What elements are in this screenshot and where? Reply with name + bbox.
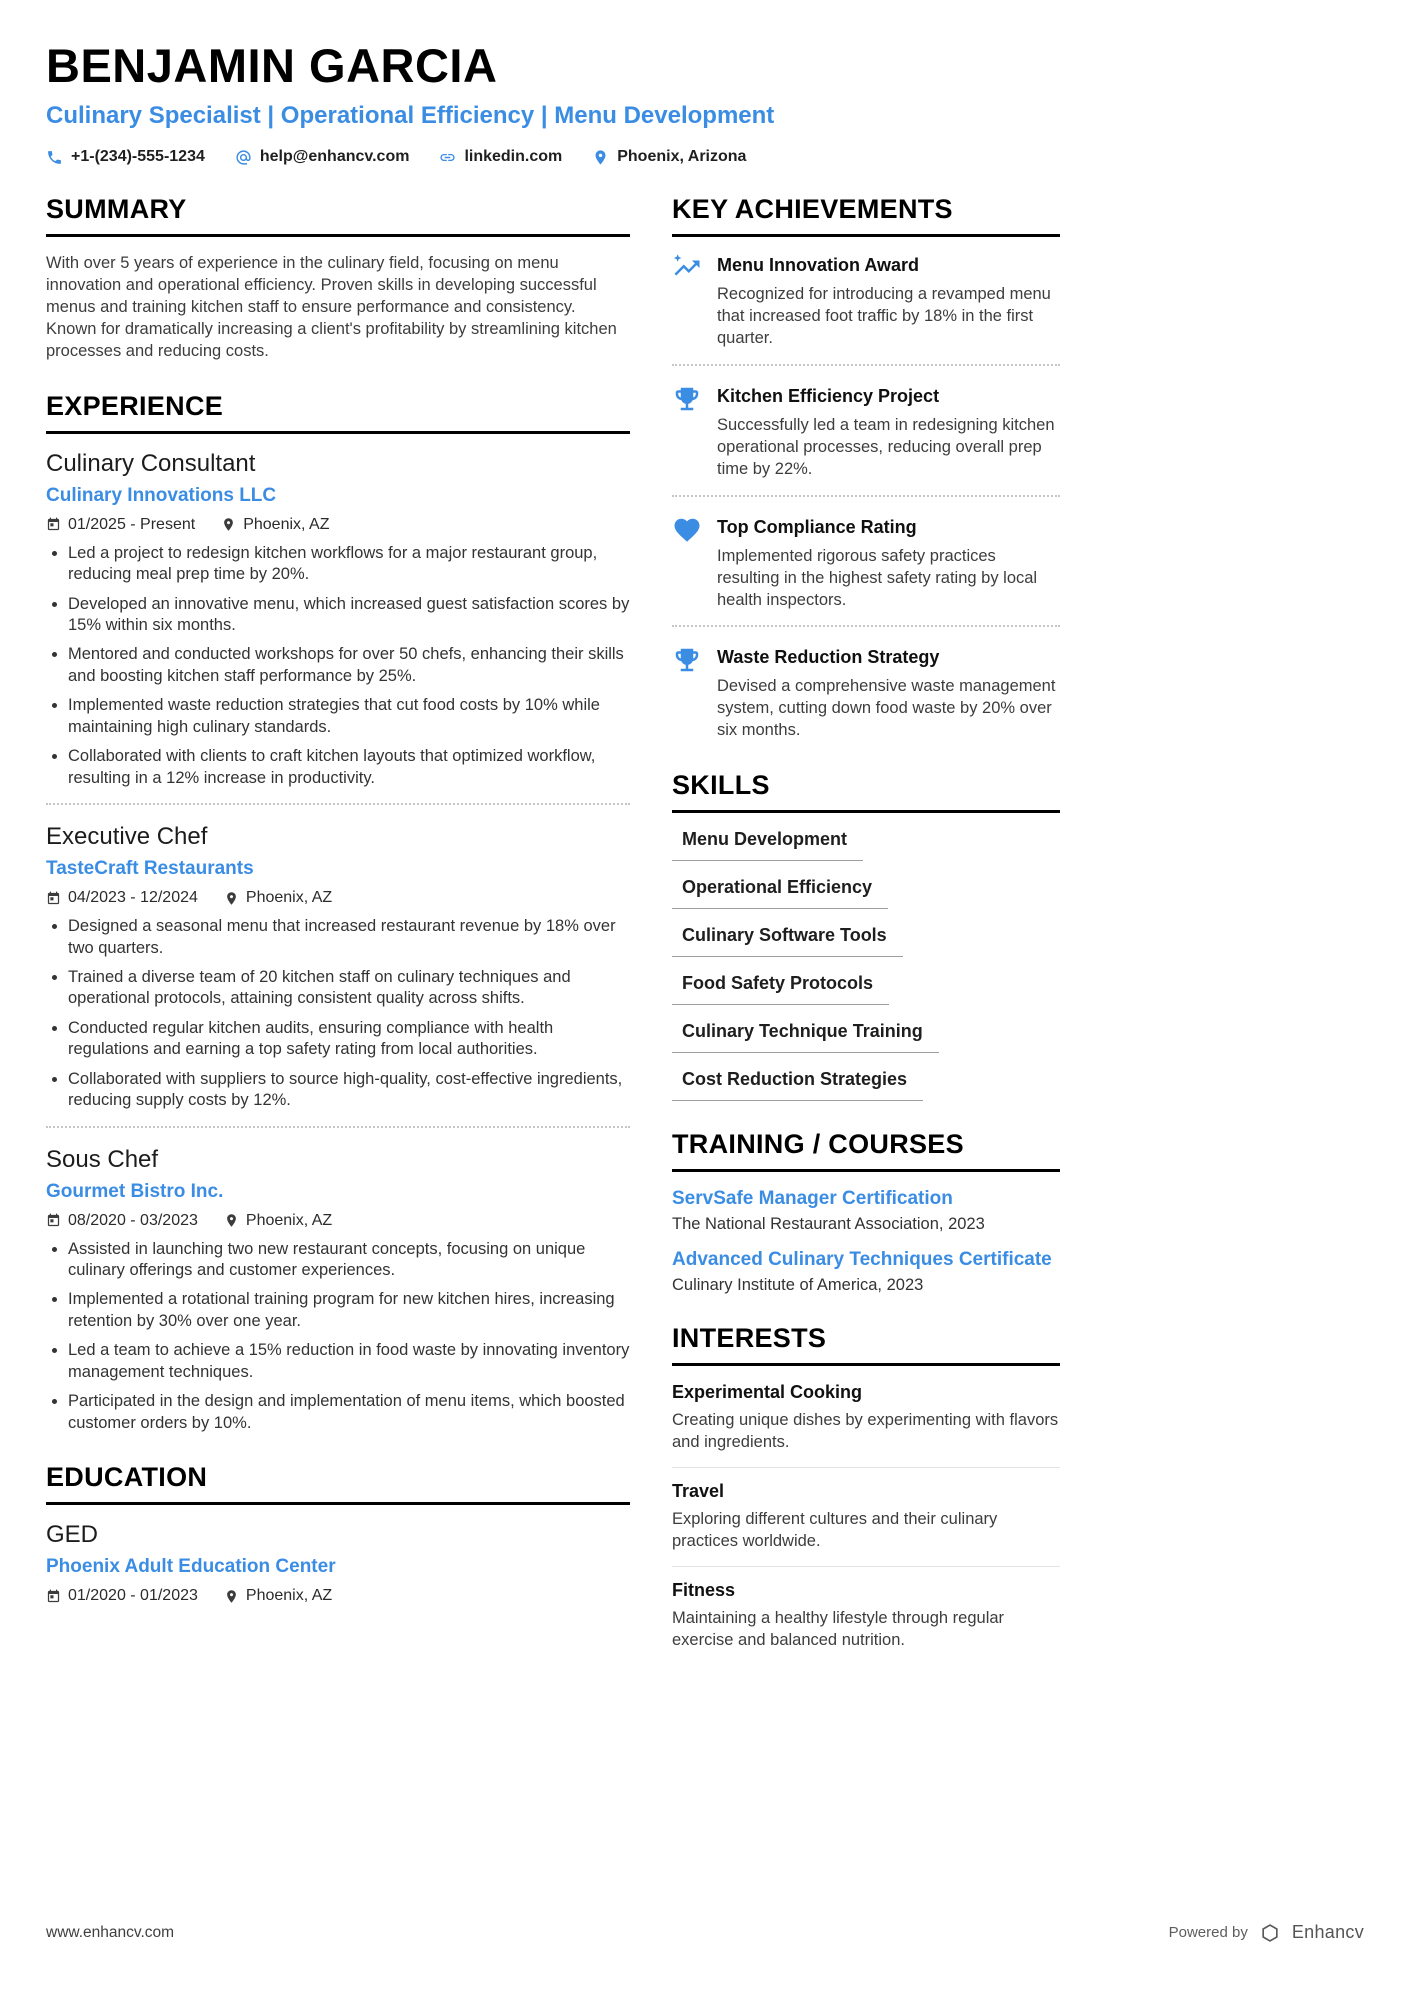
dotted-divider [46,803,630,805]
calendar-icon [46,517,61,532]
trophy-icon [672,645,704,742]
job-dates-text: 04/2023 - 12/2024 [68,889,198,907]
trophy-icon [672,384,704,481]
job-entry [46,450,630,789]
contact-row [46,148,1364,166]
achievement-item [672,515,1060,612]
achievement-title: Top Compliance Rating [717,516,917,537]
course-item [672,1249,1060,1295]
achievements-heading: KEY ACHIEVEMENTS [672,194,1060,237]
location-icon [592,149,609,166]
location-text: Phoenix, Arizona [617,148,747,165]
experience-heading: EXPERIENCE [46,391,630,434]
achievement-text: Recognized for introducing a revamped menu that increased foot traffic by 18% in the first quarter. [717,285,1051,347]
achievement-title: Waste Reduction Strategy [717,647,940,668]
achievement-text: Successfully led a team in redesigning kitchen operational processes, reducing overall prep time by 22%. [717,415,1055,478]
job-bullets [46,543,630,789]
experience-section [46,391,630,1434]
job-location [221,516,329,534]
job-location [224,1212,332,1230]
left-column [46,194,630,1693]
phone-number: +1-(234)-555-1234 [71,148,205,165]
summary-heading: SUMMARY [46,194,630,237]
interest-item [672,1580,1060,1665]
calendar-icon [46,1213,61,1228]
interest-text: Creating unique dishes by experimenting with flavors and ingredients. [672,1411,1059,1452]
achievement-item [672,253,1060,350]
course-org: Culinary Institute of America, 2023 [672,1276,924,1295]
link-icon [439,149,456,166]
education-location [224,1587,332,1605]
footer-website-link[interactable]: www.enhancv.com [46,1923,175,1941]
education-dates-text: 01/2020 - 01/2023 [68,1587,198,1605]
summary-section [46,194,630,363]
skill-item: Culinary Software Tools [672,925,903,957]
job-meta-row [46,516,630,534]
location-icon [224,1213,239,1228]
dotted-divider [672,364,1060,366]
job-meta-row [46,889,630,907]
bullet-item: Assisted in launching two new restaurant concepts, focusing on unique culinary offerings and customer experiences. [46,1239,630,1282]
company-link[interactable]: TasteCraft Restaurants [46,858,254,880]
education-meta-row [46,1587,630,1605]
achievement-title: Menu Innovation Award [717,255,920,275]
job-title: Executive Chef [46,823,208,851]
skill-item: Cost Reduction Strategies [672,1069,923,1101]
enhancv-logo-icon [1257,1923,1283,1943]
company-link[interactable]: Culinary Innovations LLC [46,484,277,506]
contact-item-email[interactable] [235,148,410,166]
interests-section [672,1323,1060,1665]
company-link[interactable]: Gourmet Bistro Inc. [46,1180,224,1202]
contact-item-phone[interactable] [46,148,205,166]
education-location-text: Phoenix, AZ [245,1587,333,1605]
job-meta-row [46,1212,630,1230]
course-item [672,1188,1060,1234]
interest-text: Maintaining a healthy lifestyle through regular exercise and balanced nutrition. [672,1609,1005,1649]
email-address: help@enhancv.com [259,148,410,165]
skills-section [672,770,1060,1101]
job-title: Sous Chef [46,1145,159,1173]
degree-title: GED [46,1521,99,1549]
job-entry [46,1146,630,1435]
achievement-item [672,645,1060,742]
interest-title: Travel [672,1481,725,1502]
job-bullets [46,1239,630,1435]
bullet-item: Collaborated with clients to craft kitchen layouts that optimized workflow, resulting in a 12% increase in productivity. [46,746,630,789]
skill-item: Culinary Technique Training [672,1021,939,1053]
skill-item: Menu Development [672,829,863,861]
bullet-item: Developed an innovative menu, which increased guest satisfaction scores by 15% within six months. [46,594,630,637]
location-icon [224,891,239,906]
achievement-item [672,384,1060,481]
bullet-item: Led a team to achieve a 15% reduction in food waste by innovating inventory management techniques. [46,1340,630,1383]
achievement-body [717,515,1060,612]
candidate-name: BENJAMIN GARCIA [46,39,498,92]
job-dates [46,516,195,534]
interest-item [672,1382,1060,1468]
interest-title: Experimental Cooking [672,1382,863,1403]
linkedin-url: linkedin.com [464,148,563,165]
enhancv-brand-text: Enhancv [1291,1922,1364,1942]
interest-item [672,1481,1060,1567]
job-dates-text: 08/2020 - 03/2023 [68,1211,198,1229]
job-location-text: Phoenix, AZ [245,889,333,907]
course-title-link[interactable]: ServSafe Manager Certification [672,1188,953,1210]
heart-icon [672,515,704,612]
training-heading: TRAINING / COURSES [672,1129,1060,1172]
email-icon [235,149,252,166]
dotted-divider [46,1126,630,1128]
bullet-item: Designed a seasonal menu that increased restaurant revenue by 18% over two quarters. [46,916,630,959]
page-footer [46,1922,1364,1943]
calendar-icon [46,891,61,906]
job-bullets [46,916,630,1112]
achievement-body [717,384,1060,481]
achievement-title: Kitchen Efficiency Project [717,385,940,406]
bullet-item: Trained a diverse team of 20 kitchen staff on culinary techniques and operational protocols, attaining consistent quality across shifts. [46,967,630,1010]
course-title-link[interactable]: Advanced Culinary Techniques Certificate [672,1249,1052,1271]
course-org: The National Restaurant Association, 2023 [672,1215,985,1234]
resume-columns [46,194,1364,1693]
education-entry [46,1521,630,1605]
achievement-text: Devised a comprehensive waste management system, cutting down food waste by 20% over six months. [717,677,1056,740]
powered-by[interactable] [1169,1922,1364,1943]
achievement-body [717,253,1060,350]
contact-item-linkedin[interactable] [439,148,562,166]
location-icon [221,517,236,532]
bullet-item: Implemented waste reduction strategies that cut food costs by 10% while maintaining high culinary standards. [46,695,630,738]
headline: Culinary Specialist | Operational Efficiency | Menu Development [46,102,775,129]
skills-heading: SKILLS [672,770,1060,813]
skill-item: Operational Efficiency [672,877,888,909]
bullet-item: Implemented a rotational training program for new kitchen hires, increasing retention by 30% over one year. [46,1289,630,1332]
contact-item-location [592,148,746,166]
bullet-item: Conducted regular kitchen audits, ensuring compliance with health regulations and earning a top safety rating from local authorities. [46,1018,630,1061]
dotted-divider [672,495,1060,497]
dotted-divider [672,625,1060,627]
job-location-text: Phoenix, AZ [245,1211,333,1229]
job-location-text: Phoenix, AZ [243,515,330,533]
skill-item: Food Safety Protocols [672,973,889,1005]
achievement-text: Implemented rigorous safety practices resulting in the highest safety rating by local health inspectors. [717,546,1038,609]
job-dates [46,1212,198,1230]
powered-by-label: Powered by [1168,1924,1248,1941]
job-title: Culinary Consultant [46,449,256,477]
achievement-body [717,645,1060,742]
resume-header [46,38,1364,166]
job-dates [46,889,198,907]
job-dates-text: 01/2025 - Present [68,515,196,533]
phone-icon [46,149,63,166]
education-heading: EDUCATION [46,1462,630,1505]
achievements-section [672,194,1060,742]
job-location [224,889,332,907]
bullet-item: Led a project to redesign kitchen workflows for a major restaurant group, reducing meal prep time by 20%. [46,543,630,586]
education-section [46,1462,630,1605]
education-dates [46,1587,198,1605]
training-section [672,1129,1060,1295]
interest-text: Exploring different cultures and their culinary practices worldwide. [672,1510,998,1551]
bullet-item: Mentored and conducted workshops for over 50 chefs, enhancing their skills and boosting kitchen staff performance by 25%. [46,644,630,687]
interests-heading: INTERESTS [672,1323,1060,1366]
innovation-arrows-icon [672,253,704,350]
interest-title: Fitness [672,1580,736,1600]
job-entry [46,823,630,1112]
bullet-item: Participated in the design and implementation of menu items, which boosted customer orders by 10%. [46,1391,630,1434]
school-link[interactable]: Phoenix Adult Education Center [46,1556,336,1578]
location-icon [224,1589,239,1604]
bullet-item: Collaborated with suppliers to source high-quality, cost-effective ingredients, reducing supply costs by 12%. [46,1069,630,1112]
right-column [672,194,1060,1693]
summary-text: With over 5 years of experience in the culinary field, focusing on menu innovation and operational efficiency. Proven skills in developing successful menus and training kitchen staff to ensure performance and consistency. Known for dramatically increasing a client's profitability by streamlining kitchen processes and reducing costs. [46,254,617,360]
calendar-icon [46,1589,61,1604]
